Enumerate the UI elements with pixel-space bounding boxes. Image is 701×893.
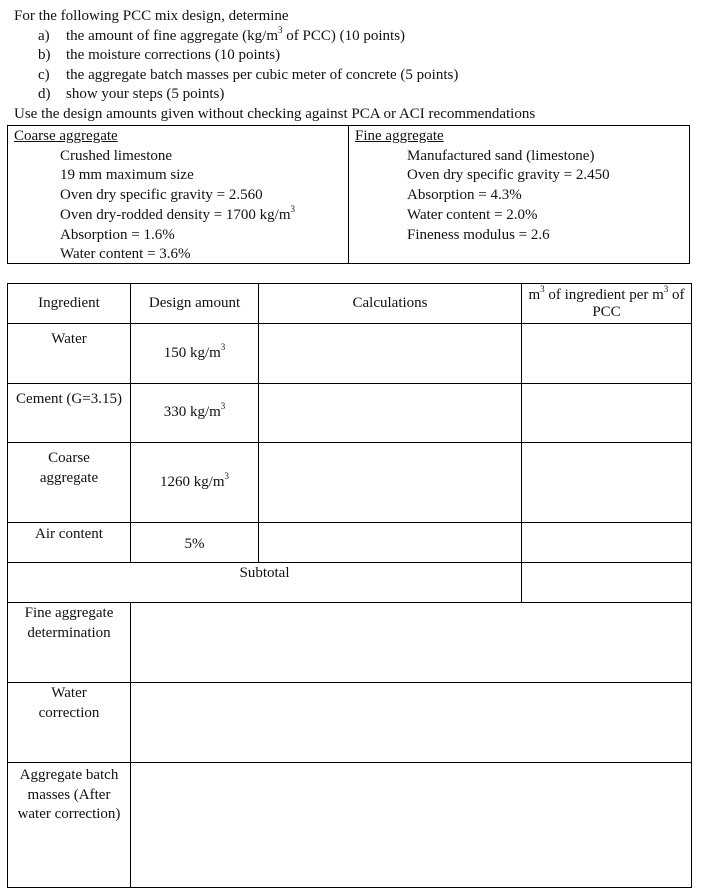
calculation-cell xyxy=(259,384,522,443)
mix-design-table xyxy=(7,283,692,888)
coarse-aggregate-panel xyxy=(8,126,349,263)
coarse-line: 19 mm maximum size xyxy=(60,167,194,184)
section-work-cell xyxy=(131,763,692,888)
design-amount-cell: 330 $kg/m^3$ xyxy=(131,384,259,443)
question-list xyxy=(14,24,694,105)
design-amount-cell: 150 $kg/m^3$ xyxy=(131,324,259,384)
aggregate-properties-box xyxy=(7,125,690,264)
design-amount-cell: 5% xyxy=(131,523,259,563)
table-row xyxy=(8,443,692,523)
section-label: Water correction xyxy=(8,683,131,763)
instruction-line: Use the design amounts given without checking against PCA or ACI recommendations xyxy=(14,105,536,122)
section-row xyxy=(8,683,692,763)
section-work-cell xyxy=(131,603,692,683)
coarse-line: Crushed limestone xyxy=(60,147,173,164)
fine-aggregate-panel xyxy=(349,126,689,263)
coarse-line: Water content = 3.6% xyxy=(60,246,191,263)
fine-line: Absorption = 4.3% xyxy=(407,187,522,204)
design-amount-cell: 1260 $kg/m^3$ xyxy=(131,443,259,523)
table-row xyxy=(8,523,692,563)
volume-cell xyxy=(522,324,692,384)
intro-heading: For the following PCC mix design, determine xyxy=(14,8,289,24)
header-row xyxy=(8,284,692,324)
header-calculations: Calculations xyxy=(259,284,522,324)
subtotal-value-cell xyxy=(522,563,692,603)
calculation-cell xyxy=(259,324,522,384)
header-ingredient: Ingredient xyxy=(8,284,131,324)
volume-cell xyxy=(522,384,692,443)
fine-line: Oven dry specific gravity = 2.450 xyxy=(407,167,610,184)
fine-line: Manufactured sand (limestone) xyxy=(407,147,595,164)
fine-line: Fineness modulus = 2.6 xyxy=(407,226,550,243)
fine-aggregate-heading: Fine aggregate xyxy=(355,128,444,144)
section-row xyxy=(8,603,692,683)
section-label: Fine aggregate determination xyxy=(8,603,131,683)
volume-cell xyxy=(522,443,692,523)
fine-line: Water content = 2.0% xyxy=(407,206,538,223)
table-row xyxy=(8,324,692,384)
ingredient-cell: Air content xyxy=(8,523,131,563)
question-a: a) the amount of fine aggregate ($kg/m^3$ of PCC) (10 points) xyxy=(38,24,406,44)
question-c: c) the aggregate batch masses per cubic meter of concrete (5 points) xyxy=(38,66,459,83)
section-label: Aggregate batch masses (After water correction) xyxy=(8,763,131,888)
calculation-cell xyxy=(259,443,522,523)
ingredient-cell: Water xyxy=(8,324,131,384)
ingredient-cell: Cement (G=3.15) xyxy=(8,384,131,443)
subtotal-label: Subtotal xyxy=(8,563,522,603)
table-row xyxy=(8,384,692,443)
ingredient-cell: Coarse aggregate xyxy=(8,443,131,523)
coarse-line: Absorption = 1.6% xyxy=(60,226,175,243)
volume-cell xyxy=(522,523,692,563)
calculation-cell xyxy=(259,523,522,563)
section-work-cell xyxy=(131,683,692,763)
instructions xyxy=(14,7,694,124)
header-design-amount: Design amount xyxy=(131,284,259,324)
subtotal-row xyxy=(8,563,692,603)
coarse-aggregate-heading: Coarse aggregate xyxy=(14,128,118,144)
coarse-line: Oven dry-rodded density = 1700 $kg/m^3$ xyxy=(60,203,296,223)
coarse-line: Oven dry specific gravity = 2.560 xyxy=(60,187,263,204)
header-volume: $m^3$ of ingredient per $m^3$ of PCC xyxy=(522,284,692,324)
question-b: b) the moisture corrections (10 points) xyxy=(38,47,281,63)
question-d: d) show your steps (5 points) xyxy=(38,86,225,102)
section-row xyxy=(8,763,692,888)
